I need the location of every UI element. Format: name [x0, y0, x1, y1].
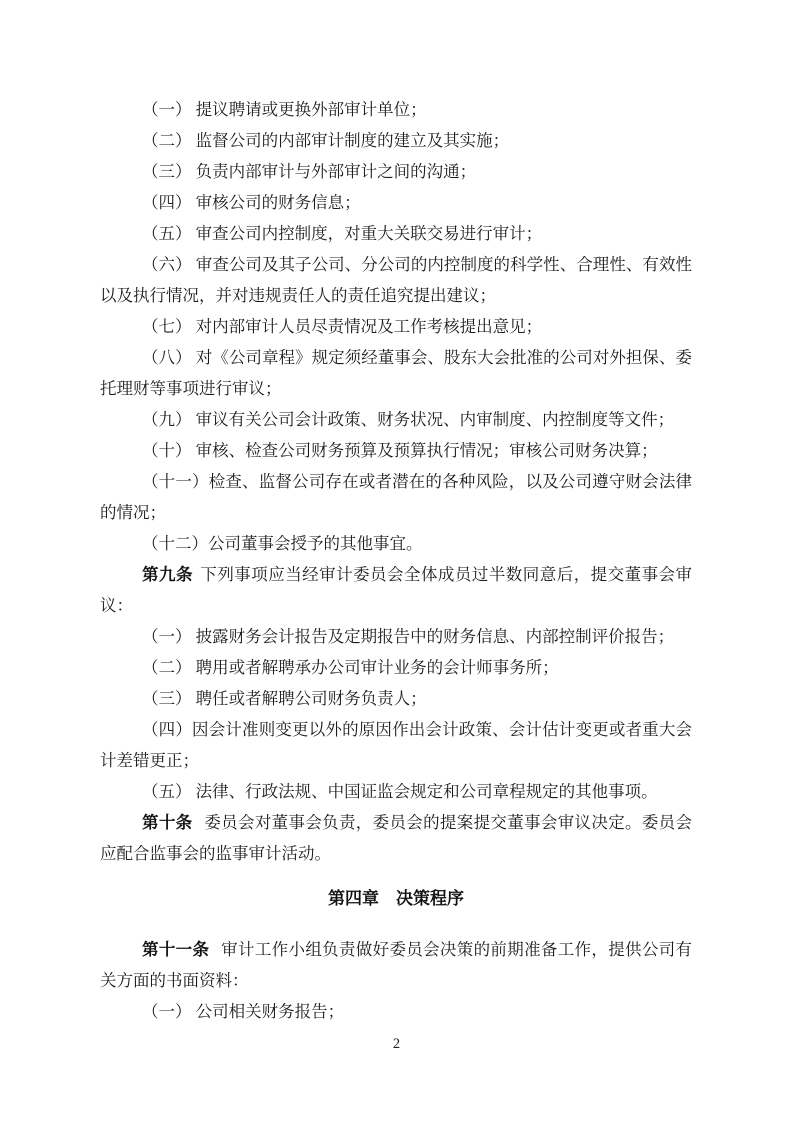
paragraph-text: （二） 监督公司的内部审计制度的建立及其实施；: [142, 131, 510, 150]
paragraph-text: （六） 审查公司及其子公司、分公司的内控制度的科学性、合理性、有效性以及执行情况，并对违规责任人的责任追究提出建议；: [100, 255, 692, 305]
paragraph-text: （四）因会计准则变更以外的原因作出会计政策、会计估计变更或者重大会计差错更正；: [100, 720, 692, 770]
paragraph-item: [100, 218, 692, 249]
paragraph-item: [100, 996, 692, 1027]
paragraph-text: （二） 聘用或者解聘承办公司审计业务的会计师事务所；: [142, 658, 559, 677]
paragraph-item: [100, 466, 692, 528]
article-number: 第十条: [142, 813, 193, 832]
paragraph-item: [100, 528, 692, 559]
paragraph-item: [100, 187, 692, 218]
article-number: 第九条: [142, 565, 193, 584]
paragraph-article: [100, 807, 692, 869]
paragraph-item: [100, 249, 692, 311]
paragraph-text: 审计工作小组负责做好委员会决策的前期准备工作，提供公司有关方面的书面资料：: [100, 940, 693, 990]
paragraph-text: 第四章 决策程序: [328, 889, 464, 908]
paragraph-text: （一） 提议聘请或更换外部审计单位；: [142, 100, 427, 119]
paragraph-text: （一） 披露财务会计报告及定期报告中的财务信息、内部控制评价报告；: [142, 627, 675, 646]
paragraph-text: （九） 审议有关公司会计政策、财务状况、内审制度、内控制度等文件；: [142, 410, 675, 429]
paragraph-text: （一） 公司相关财务报告；: [142, 1002, 345, 1021]
paragraph-text: （三） 负责内部审计与外部审计之间的沟通；: [142, 162, 477, 181]
paragraph-text: （五） 审查公司内控制度，对重大关联交易进行审计；: [142, 224, 543, 243]
paragraph-text: （十一）检查、监督公司存在或者潜在的各种风险，以及公司遵守财会法律的情况；: [100, 472, 692, 522]
paragraph-item: [100, 683, 692, 714]
page-number: 2: [392, 1036, 401, 1052]
paragraph-text: （八） 对《公司章程》规定须经董事会、股东大会批准的公司对外担保、委托理财等事项进行审议；: [100, 348, 692, 398]
paragraph-item: [100, 125, 692, 156]
paragraph-article: [100, 934, 692, 996]
paragraph-item: [100, 404, 692, 435]
paragraph-item: [100, 776, 692, 807]
paragraph-text: 委员会对董事会负责，委员会的提案提交董事会审议决定。委员会应配合监事会的监事审计活动。: [100, 813, 693, 863]
paragraph-text: 下列事项应当经审计委员会全体成员过半数同意后，提交董事会审议：: [100, 565, 693, 615]
paragraph-text: （七） 对内部审计人员尽责情况及工作考核提出意见；: [142, 317, 543, 336]
paragraph-item: [100, 311, 692, 342]
paragraph-text: （五） 法律、行政法规、中国证监会规定和公司章程规定的其他事项。: [142, 782, 658, 801]
paragraph-item: [100, 94, 692, 125]
paragraph-item: [100, 621, 692, 652]
paragraph-item: [100, 652, 692, 683]
paragraph-item: [100, 435, 692, 466]
paragraph-text: （三） 聘任或者解聘公司财务负责人；: [142, 689, 427, 708]
paragraph-item: [100, 156, 692, 187]
paragraph-item: [100, 342, 692, 404]
paragraph-item: [100, 714, 692, 776]
article-number: 第十一条: [142, 940, 210, 959]
paragraph-text: （十） 审核、检查公司财务预算及预算执行情况；审核公司财务决算；: [142, 441, 658, 460]
paragraph-article: [100, 559, 692, 621]
paragraph-text: （十二）公司董事会授予的其他事宜。: [142, 534, 423, 553]
paragraph-text: （四） 审核公司的财务信息；: [142, 193, 361, 212]
chapter-heading: [100, 883, 692, 914]
